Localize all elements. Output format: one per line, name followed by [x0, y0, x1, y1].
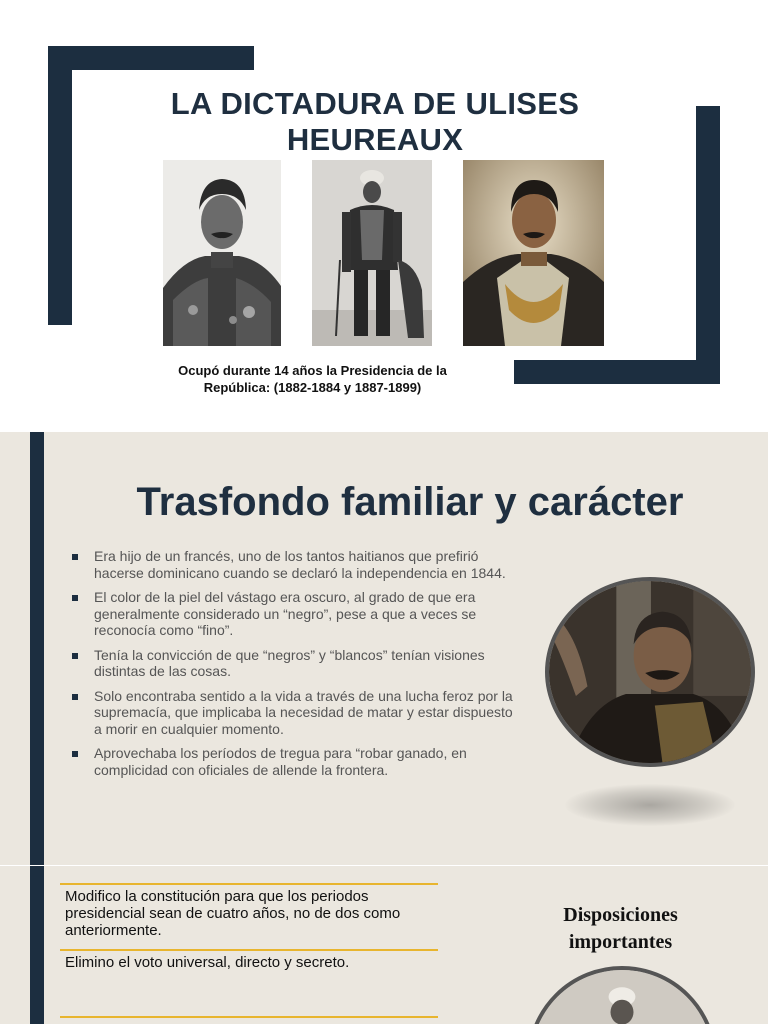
list-item	[72, 647, 517, 680]
presidency-caption	[150, 362, 475, 396]
bullet-square-icon	[72, 694, 78, 700]
photo-shadow	[565, 784, 735, 826]
portrait-circle-photo	[527, 966, 717, 1024]
bullet-square-icon	[72, 554, 78, 560]
bullet-text: Solo encontraba sentido a la vida a través de una lucha feroz por la supremacía, que implicaba la necesidad de matar y estar dispuesto a morir en cualquier momento.	[94, 687, 513, 737]
slide-background-character	[0, 432, 768, 865]
caption-line-1: Ocupó durante 14 años la Presidencia de la	[178, 363, 447, 378]
list-item	[72, 548, 517, 581]
slide-title	[0, 0, 768, 432]
page-title	[120, 86, 630, 158]
provision-text: Modifico la constitución para que los periodos presidencial sean de cuatro años, no de dos como anteriormente.	[65, 888, 401, 939]
provision-text: Elimino el voto universal, directo y secreto.	[65, 954, 350, 971]
bullet-square-icon	[72, 653, 78, 659]
frame-top-left-horizontal	[48, 46, 254, 70]
bullet-text: El color de la piel del vástago era oscuro, al grado de que era generalmente considerado un “negro”, pese a que a veces se reconocía como “fino”.	[94, 589, 477, 638]
title-line-2: importantes	[568, 931, 673, 953]
bullet-square-icon	[72, 595, 78, 601]
frame-top-left-vertical	[48, 46, 72, 325]
bullet-text: Era hijo de un francés, uno de los tantos haitianos que prefirió hacerse dominicano cuando se declaró la independencia en 1844.	[94, 548, 506, 581]
slide-important-provisions	[0, 866, 768, 1024]
bullet-square-icon	[72, 751, 78, 757]
frame-bottom-right-horizontal	[514, 360, 720, 384]
title-line-2: HEUREAUX	[286, 122, 464, 157]
slide-accent-bar	[30, 866, 44, 1024]
list-item	[72, 745, 517, 778]
slide-title-provisions	[528, 902, 713, 956]
portrait-painting-photo	[463, 160, 604, 346]
portrait-standing-photo	[312, 160, 432, 346]
slide-accent-bar	[30, 432, 44, 865]
frame-bottom-right-vertical	[696, 106, 720, 384]
list-item	[72, 589, 517, 639]
provision-row	[60, 1016, 438, 1024]
caption-line-2: República: (1882-1884 y 1887-1899)	[203, 380, 422, 395]
portrait-engraving-photo	[163, 160, 281, 346]
list-item	[72, 688, 517, 738]
title-line-1: Disposiciones	[563, 904, 678, 926]
actor-portrait-circle-photo	[545, 577, 755, 767]
bullet-text: Tenía la convicción de que “negros” y “blancos” tenían visiones distintas de las cosas.	[94, 646, 485, 679]
bullet-list	[72, 548, 517, 786]
provision-row	[60, 883, 438, 939]
slide-title-background: Trasfondo familiar y carácter	[136, 480, 684, 524]
provision-row	[60, 949, 438, 971]
title-line-1: LA DICTADURA DE ULISES	[170, 86, 580, 121]
bullet-text: Aprovechaba los períodos de tregua para “robar ganado, en complicidad con oficiales de allende la frontera.	[94, 745, 467, 778]
